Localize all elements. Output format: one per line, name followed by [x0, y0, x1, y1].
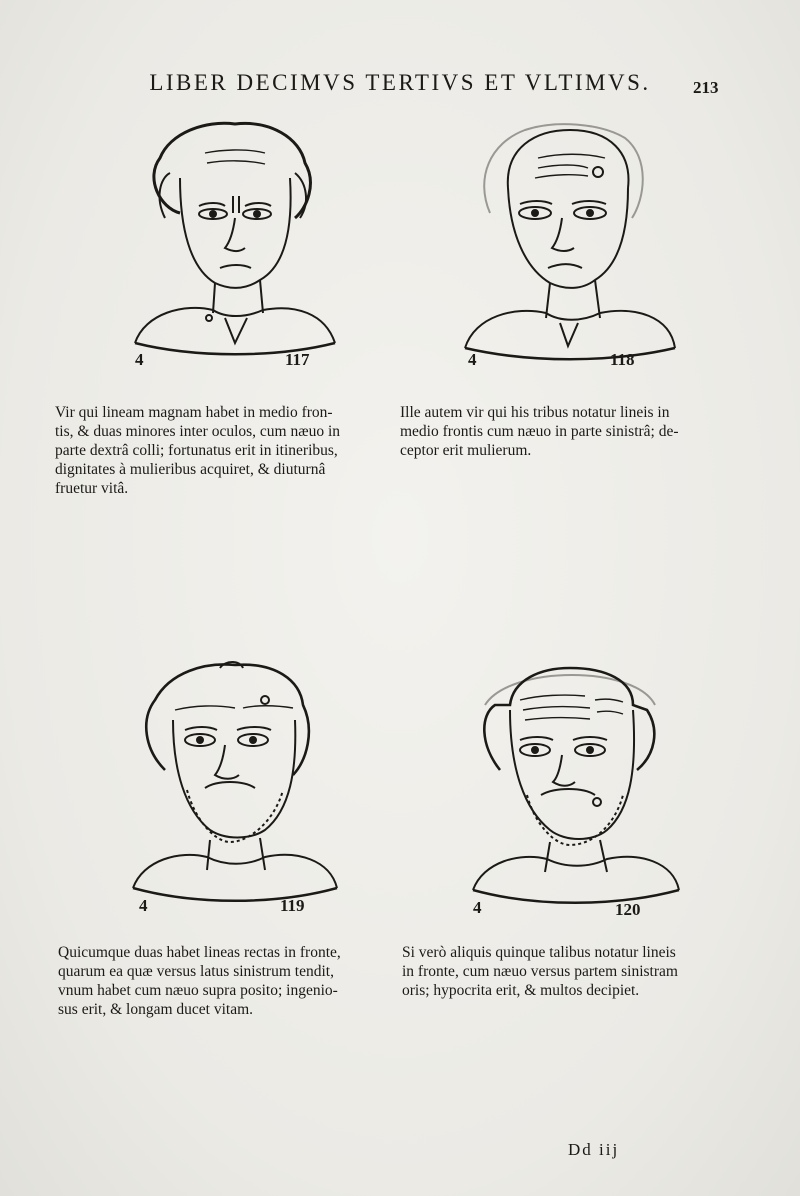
- plate-number-left: 4: [139, 896, 148, 915]
- caption-line: dignitates à mulieribus acquiret, & diuturnâ: [55, 461, 326, 478]
- figure-117: [125, 118, 355, 378]
- plate-number-left: 4: [468, 350, 477, 369]
- plate-number-left: 4: [135, 350, 144, 369]
- plate-number-left: 4: [473, 898, 482, 917]
- portrait-figure-120: [465, 660, 695, 920]
- caption-line: Vir qui lineam magnam habet in medio fron-: [55, 404, 333, 421]
- portrait-figure-118: [460, 118, 690, 378]
- figure-119: [125, 660, 355, 920]
- caption-line: oris; hypocrita erit, & multos decipiet.: [402, 982, 640, 999]
- caption-line: tis, & duas minores inter oculos, cum næuo in: [55, 423, 341, 440]
- caption-line: Si verò aliquis quinque talibus notatur lineis: [402, 944, 676, 961]
- figure-118: [460, 118, 690, 378]
- printer-signature: Dd iij: [568, 1140, 620, 1159]
- caption-figure-120: [402, 943, 737, 1000]
- caption-figure-118: [400, 403, 735, 460]
- caption-line: ceptor erit mulierum.: [400, 442, 532, 459]
- caption-figure-117: [55, 403, 380, 498]
- caption-line: medio frontis cum næuo in parte sinistrâ; de-: [400, 423, 679, 440]
- figure-120: [465, 660, 695, 920]
- caption-line: quarum ea quæ versus latus sinistrum tendit,: [58, 963, 334, 980]
- plate-number-right: 118: [610, 350, 635, 369]
- caption-line: in fronte, cum næuo versus partem sinistram: [402, 963, 678, 980]
- running-head: LIBER DECIMVS TERTIVS ET VLTIMVS.: [149, 70, 651, 95]
- caption-line: parte dextrâ colli; fortunatus erit in itineribus,: [55, 442, 338, 459]
- caption-line: vnum habet cum næuo supra posito; ingenio-: [58, 982, 338, 999]
- plate-number-right: 117: [285, 350, 310, 369]
- plate-number-right: 119: [280, 896, 305, 915]
- plate-number-right: 120: [615, 900, 641, 919]
- caption-figure-119: [58, 943, 383, 1019]
- caption-line: sus erit, & longam ducet vitam.: [58, 1001, 254, 1018]
- portrait-figure-117: [125, 118, 355, 378]
- portrait-figure-119: [125, 660, 355, 920]
- caption-line: fruetur vitâ.: [55, 480, 129, 497]
- page-number: 213: [693, 78, 719, 97]
- caption-line: Quicumque duas habet lineas rectas in fronte,: [58, 944, 341, 961]
- caption-line: Ille autem vir qui his tribus notatur lineis in: [400, 404, 670, 421]
